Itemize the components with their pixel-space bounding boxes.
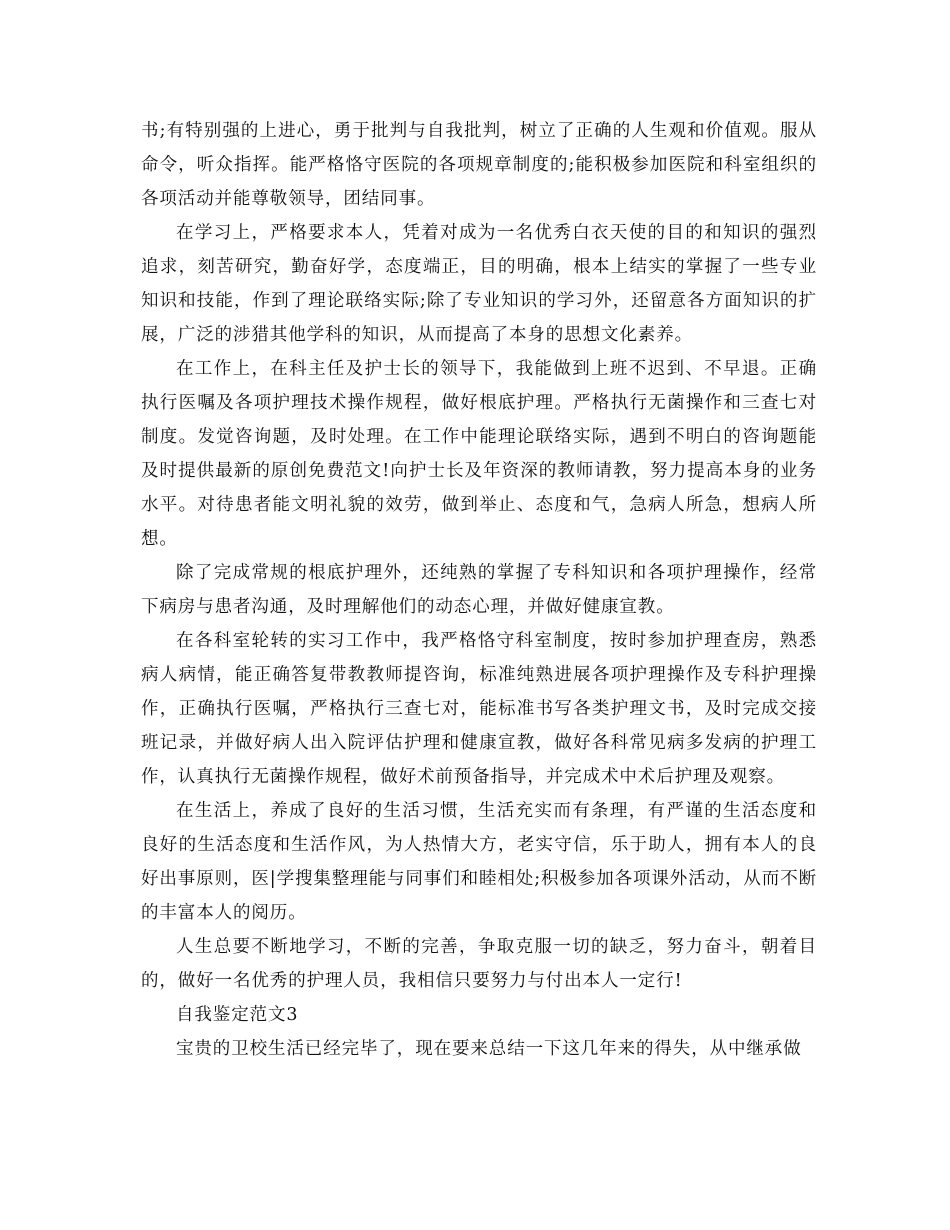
document-page <box>141 114 817 1066</box>
paragraph-study: 在学习上，严格要求本人，凭着对成为一名优秀白衣天使的目的和知识的强烈追求，刻苦研究，勤奋好学，态度端正，目的明确，根本上结实的掌握了一些专业知识和技能，作到了理论联络实际;除了专业知识的学习外，还留意各方面知识的扩展，广泛的涉猎其他学科的知识，从而提高了本身的思想文化素养。 <box>141 223 817 345</box>
paragraph-conclusion: 人生总要不断地学习，不断的完善，争取克服一切的缺乏，努力奋斗，朝着目的，做好一名优秀的护理人员，我相信只要努力与付出本人一定行! <box>141 937 817 991</box>
paragraph-rotation: 在各科室轮转的实习工作中，我严格恪守科室制度，按时参加护理查房，熟悉病人病情，能正确答复带教教师提咨询，标准纯熟进展各项护理操作及专科护理操作，正确执行医嘱，严格执行三查七对，能标准书写各类护理文书，及时完成交接班记录，并做好病人出入院评估护理和健康宣教，做好各科常见病多发病的护理工作，认真执行无菌操作规程，做好术前预备指导，并完成术中术后护理及观察。 <box>141 631 817 787</box>
section-heading: 自我鉴定范文3 <box>176 1005 299 1025</box>
paragraph-life: 在生活上，养成了良好的生活习惯，生活充实而有条理，有严谨的生活态度和良好的生活态度和生活作风，为人热情大方，老实守信，乐于助人，拥有本人的良好出事原则，医|学搜集整理能与同事们和睦相处;积极参加各项课外活动，从而不断的丰富本人的阅历。 <box>141 801 817 923</box>
paragraph-nursing-skills: 除了完成常规的根底护理外，还纯熟的掌握了专科知识和各项护理操作，经常下病房与患者沟通，及时理解他们的动态心理，并做好健康宣教。 <box>141 563 817 617</box>
paragraph-section3-intro: 宝贵的卫校生活已经完毕了，现在要来总结一下这几年来的得失，从中继承做 <box>176 1039 802 1059</box>
paragraph-work: 在工作上，在科主任及护士长的领导下，我能做到上班不迟到、不早退。正确执行医嘱及各项护理技术操作规程，做好根底护理。严格执行无菌操作和三查七对制度。发觉咨询题，及时处理。在工作中能理论联络实际，遇到不明白的咨询题能及时提供最新的原创免费范文!向护士长及年资深的教师请教，努力提高本身的业务水平。对待患者能文明礼貌的效劳，做到举止、态度和气，急病人所急，想病人所想。 <box>141 359 817 549</box>
paragraph-obedience: 书;有特别强的上进心，勇于批判与自我批判，树立了正确的人生观和价值观。服从命令，听众指挥。能严格恪守医院的各项规章制度的;能积极参加医院和科室组织的各项活动并能尊敬领导，团结同事。 <box>141 121 817 209</box>
